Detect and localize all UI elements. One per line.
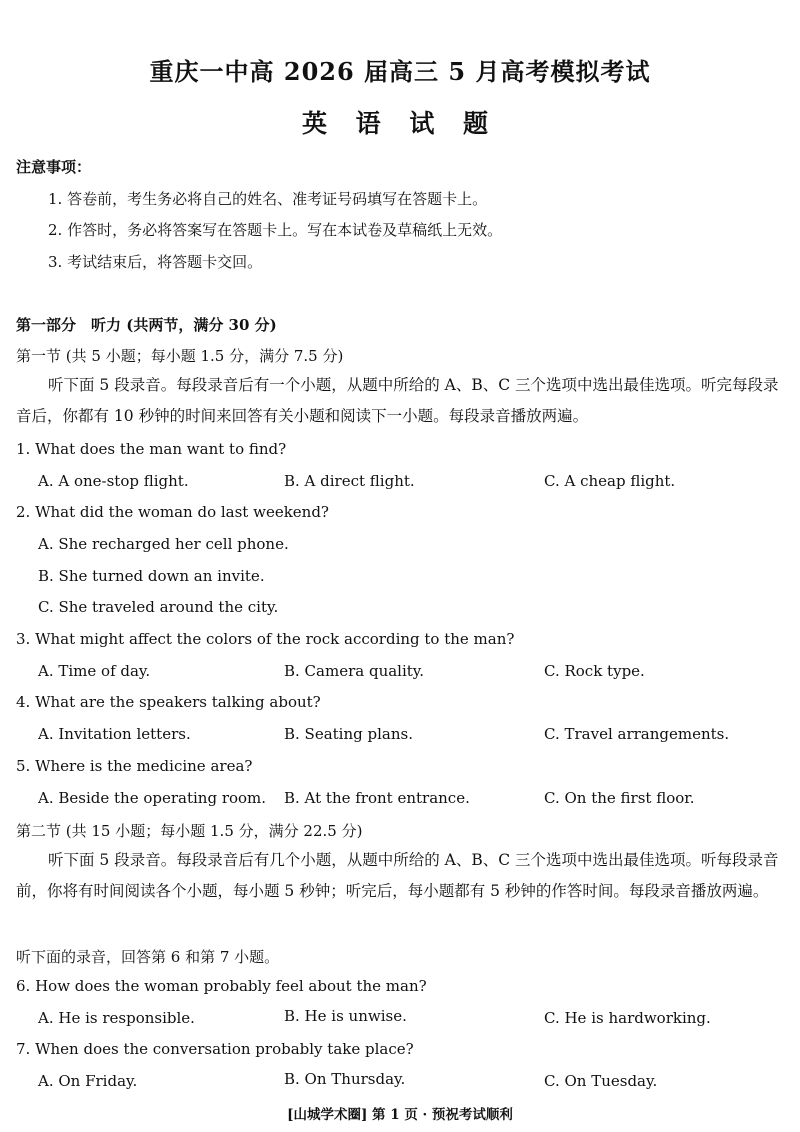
question-5-option-b: B. At the front entrance.: [284, 789, 470, 807]
question-2-option-a: A. She recharged her cell phone.: [38, 535, 289, 553]
question-6: 6. How does the woman probably feel about the man?: [16, 977, 427, 995]
question-1-option-c: C. A cheap flight.: [544, 472, 676, 490]
question-4: 4. What are the speakers talking about?: [16, 693, 321, 711]
question-3-option-c: C. Rock type.: [544, 662, 645, 680]
question-6-option-b: B. He is unwise.: [284, 1007, 407, 1025]
question-4-option-a: A. Invitation letters.: [38, 725, 191, 743]
notice-heading: 注意事项：: [16, 158, 92, 176]
question-5-option-c: C. On the first floor.: [544, 789, 695, 807]
question-4-option-c: C. Travel arrangements.: [544, 725, 730, 743]
section2-heading: 第二节 (共 15 小题；每小题 1.5 分，满分 22.5 分): [16, 822, 363, 840]
exam-subtitle: 英 语 试 题: [301, 109, 499, 138]
section2-lead: 听下面的录音，回答第 6 和第 7 小题。: [16, 948, 280, 966]
question-3: 3. What might affect the colors of the rock according to the man?: [16, 630, 515, 648]
section1-instructions: 听下面 5 段录音。每段录音后有一个小题，从题中所给的 A、B、C 三个选项中选出最佳选项。听完每段录音后，你都有 10 秒钟的时间来回答有关小题和阅读下一小题。每段录音播放两遍。: [16, 376, 779, 425]
question-7-option-c: C. On Tuesday.: [544, 1072, 658, 1090]
question-1: 1. What does the man want to find?: [16, 440, 287, 458]
question-4-option-b: B. Seating plans.: [284, 725, 413, 743]
question-7-option-b: B. On Thursday.: [284, 1070, 406, 1088]
question-5: 5. Where is the medicine area?: [16, 757, 253, 775]
question-2-option-c: C. She traveled around the city.: [38, 598, 279, 616]
question-5-option-a: A. Beside the operating room.: [38, 789, 267, 807]
notice-item: 3. 考试结束后，将答题卡交回。: [48, 253, 263, 271]
part1-heading: 第一部分 听力 (共两节，满分 30 分): [16, 316, 277, 334]
question-6-option-c: C. He is hardworking.: [544, 1009, 711, 1027]
question-2-option-b: B. She turned down an invite.: [38, 567, 265, 585]
section1-heading: 第一节 (共 5 小题；每小题 1.5 分，满分 7.5 分): [16, 347, 344, 365]
question-1-option-b: B. A direct flight.: [284, 472, 415, 490]
notice-item: 2. 作答时，务必将答案写在答题卡上。写在本试卷及草稿纸上无效。: [48, 221, 503, 239]
question-1-option-a: A. A one-stop flight.: [38, 472, 189, 490]
question-3-option-a: A. Time of day.: [38, 662, 151, 680]
question-2: 2. What did the woman do last weekend?: [16, 503, 329, 521]
exam-title: 重庆一中高 2026 届高三 5 月高考模拟考试: [149, 57, 651, 86]
question-7-option-a: A. On Friday.: [38, 1072, 138, 1090]
page-footer: [山城学术圈] 第 1 页 · 预祝考试顺利: [287, 1107, 513, 1123]
notice-item: 1. 答卷前，考生务必将自己的姓名、准考证号码填写在答题卡上。: [48, 190, 488, 208]
question-6-option-a: A. He is responsible.: [38, 1009, 195, 1027]
section2-instructions: 听下面 5 段录音。每段录音后有几个小题，从题中所给的 A、B、C 三个选项中选出最佳选项。听每段录音前，你将有时间阅读各个小题，每小题 5 秒钟；听完后，每小题都有 5 秒钟的作答时间。每段录音播放两遍。: [16, 851, 779, 900]
question-3-option-b: B. Camera quality.: [284, 662, 425, 680]
question-7: 7. When does the conversation probably take place?: [16, 1040, 414, 1058]
